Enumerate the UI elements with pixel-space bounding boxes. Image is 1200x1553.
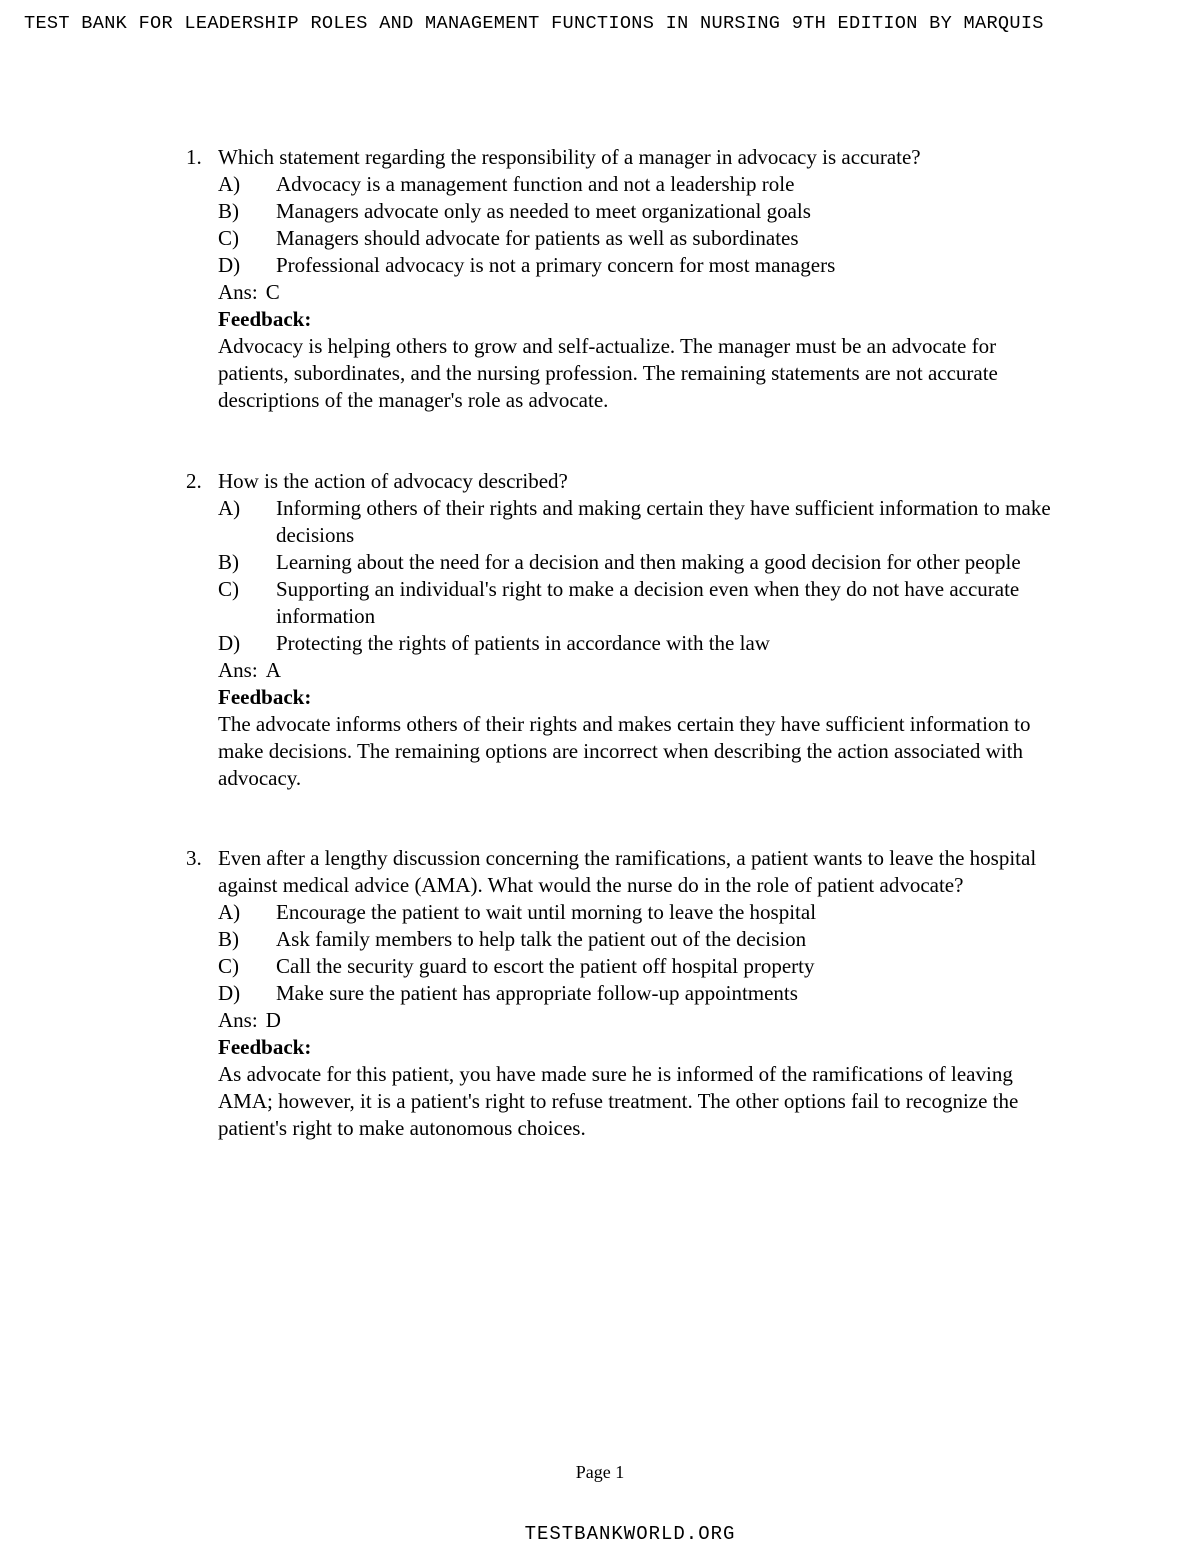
question-number: 2. (186, 469, 202, 493)
option-text: Advocacy is a management function and not a leadership role (276, 172, 795, 196)
option-d (218, 630, 1068, 657)
answer-label: Ans: (218, 658, 258, 682)
document-header: TEST BANK FOR LEADERSHIP ROLES AND MANAGEMENT FUNCTIONS IN NURSING 9TH EDITION BY MARQUIS (24, 13, 1044, 34)
option-a (218, 171, 1068, 198)
option-a (218, 899, 1068, 926)
feedback-label: Feedback: (218, 1035, 312, 1059)
question-3 (186, 845, 1068, 1142)
question-number: 3. (186, 846, 202, 870)
feedback-text: The advocate informs others of their rights and makes certain they have sufficient information to make decisions. The remaining options are incorrect when describing the action associated with advocacy. (218, 712, 1031, 790)
option-c (218, 225, 1068, 252)
feedback-label: Feedback: (218, 685, 312, 709)
question-spacer (218, 792, 1068, 845)
option-letter: D) (218, 631, 241, 655)
answer-label: Ans: (218, 1008, 258, 1032)
question-spacer (218, 414, 1068, 468)
option-b (218, 198, 1068, 225)
option-text: Informing others of their rights and making certain they have sufficient information to make decisions (276, 496, 1051, 547)
answer-line (218, 279, 1068, 306)
question-text: Which statement regarding the responsibility of a manager in advocacy is accurate? (218, 145, 921, 169)
question-text: How is the action of advocacy described? (218, 469, 568, 493)
option-letter: D) (218, 253, 241, 277)
site-watermark: TESTBANKWORLD.ORG (524, 1523, 736, 1545)
option-text: Call the security guard to escort the patient off hospital property (276, 954, 815, 978)
option-letter: D) (218, 981, 241, 1005)
option-letter: B) (218, 199, 239, 223)
question-stem (186, 845, 1068, 899)
option-text: Professional advocacy is not a primary concern for most managers (276, 253, 836, 277)
answer-label: Ans: (218, 280, 258, 304)
option-letter: A) (218, 496, 241, 520)
answer-value: D (265, 1008, 281, 1032)
option-text: Supporting an individual's right to make a decision even when they do not have accurate information (276, 577, 1020, 628)
option-letter: A) (218, 900, 241, 924)
option-c (218, 576, 1068, 630)
answer-line (218, 1007, 1068, 1034)
option-text: Managers advocate only as needed to meet organizational goals (276, 199, 811, 223)
question-text: Even after a lengthy discussion concerning the ramifications, a patient wants to leave the hospital against medical advice (AMA). What would the nurse do in the role of patient advocate? (218, 846, 1037, 897)
answer-line (218, 657, 1068, 684)
question-stem (186, 144, 1068, 171)
option-letter: C) (218, 226, 239, 250)
option-a (218, 495, 1068, 549)
feedback-text: Advocacy is helping others to grow and self-actualize. The manager must be an advocate for patients, subordinates, and the nursing profession. The remaining statements are not accurate descriptions of the manager's role as advocate. (218, 334, 998, 412)
option-c (218, 953, 1068, 980)
option-d (218, 252, 1068, 279)
answer-value: C (265, 280, 280, 304)
question-1 (186, 144, 1068, 414)
option-text: Encourage the patient to wait until morning to leave the hospital (276, 900, 817, 924)
feedback-label: Feedback: (218, 307, 312, 331)
question-number: 1. (186, 145, 202, 169)
question-2 (186, 468, 1068, 792)
option-letter: B) (218, 927, 239, 951)
option-d (218, 980, 1068, 1007)
option-text: Learning about the need for a decision and then making a good decision for other people (276, 550, 1021, 574)
option-letter: C) (218, 954, 239, 978)
feedback-text: As advocate for this patient, you have made sure he is informed of the ramifications of leaving AMA; however, it is a patient's right to refuse treatment. The other options fail to recognize the patient's right to make autonomous choices. (218, 1062, 1019, 1140)
page-number: Page 1 (575, 1462, 625, 1482)
question-list (186, 144, 1068, 1142)
option-letter: B) (218, 550, 239, 574)
option-b (218, 926, 1068, 953)
option-text: Managers should advocate for patients as well as subordinates (276, 226, 799, 250)
option-b (218, 549, 1068, 576)
answer-value: A (265, 658, 281, 682)
option-letter: A) (218, 172, 241, 196)
option-text: Protecting the rights of patients in accordance with the law (276, 631, 770, 655)
option-letter: C) (218, 577, 239, 601)
option-text: Ask family members to help talk the patient out of the decision (276, 927, 807, 951)
option-text: Make sure the patient has appropriate follow-up appointments (276, 981, 798, 1005)
question-stem (186, 468, 1068, 495)
